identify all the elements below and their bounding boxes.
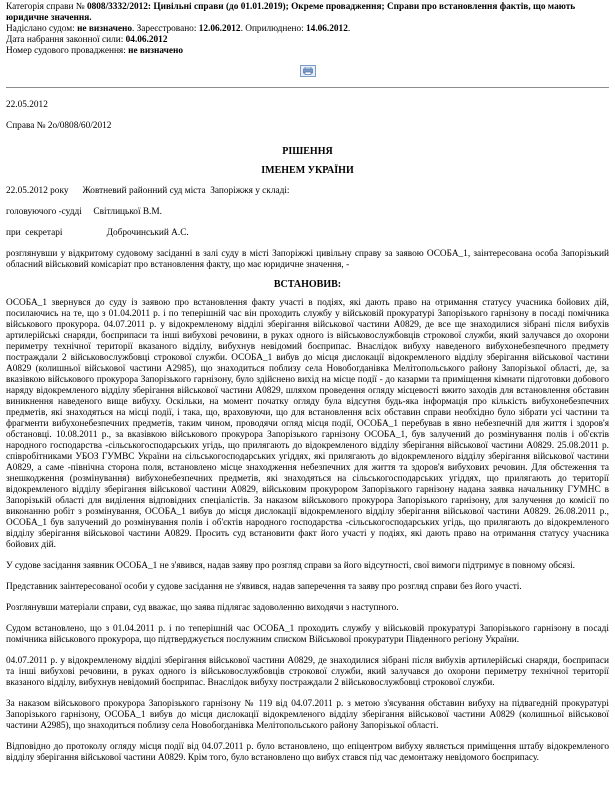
registration-line: Надіслано судом: не визначено. Зареєстровано: 12.06.2012. Оприлюднено: 14.06.2012. xyxy=(6,24,351,34)
effective-date-line: Дата набрання законної сили: 04.06.2012 xyxy=(6,35,168,45)
paragraph-1: ОСОБА_1 звернувся до суду із заявою про встановлення факту участі в подіях, які дають право на отримання статусу учасника бойових дій, посилаючись на те, що з 01.04.2011 р. і по теперішній час він проходить службу у військовій прокуратурі Запорізького гарнізону в посаді помічника військового прокурора. 04.07.2011 р. у відокремленому відділі зберігання військової частини А0829, де все ще знаходилися зібрані після вибухів артилерійські снаряди, боєприпаси та інші вибухові речовини, в руках одного із військовослужбовців строкової служби, який залучався до охорони периметру технічної території вказаного відділу, вибухнув невідомий боєприпас. Внаслідок вибуху наведеного вибухонебезпечного предмету постраждали 2 військовослужбовці строкової служби. ОСОБА_1 вибув до місця дислокації відокремленого відділу зберігання військової частини А0829 (колишньої військової частини А2985), що знаходиться поблизу села Новобогданівка Мелітопольського району Запорізької області, де, за вказівкою військового прокурора Запорізького гарнізону, було здійснено вихід на місце події - до казарми та приміщення кімнати підготовки добового наряду відокремленого відділу зберігання військової частини А0829, шляхом проведення огляду місцевості вжито заходів для встановлення обставин виникнення наведеного вище вибуху. Оскільки, на момент початку огляду була відсутня будь-яка інформація про кількість вибухонебезпечних предметів, які знаходяться на місці події, і така, що, враховуючи, що для встановлення всіх обставин справи необхідно було зібрати усі частини та фрагменти вибухонебезпечних предметів, таким чином, проводячи огляд місця події, ОСОБА_1 перебував в явно небезпечній для життя і здоров'я обстановці. 10.08.2011 р., за вказівкою військового прокурора Запорізького гарнізону ОСОБА_1, був залучений до розмінування полів і об'єктів народного господарства -сільськогосподарських угідь, що прилягають до відокремленого відділу зберігання військової частини А0829. 25.08.2011 р. співробітниками УБОЗ ГУМВС України на сільськогосподарських угіддях, які прилягають до відокремленого відділу зберігання військової частини А0829, а саме -північна сторона поля, встановлено місце знаходження небезпечних для життя та здоров'я вибухових речовин. Для обстеження та знешкодження (розмінування) вибухонебезпечних предметів, які знаходяться на сільськогосподарських угіддях, що прилягають до території відокремленого відділу зберігання військової частини А0829, військовим прокурором Запорізького гарнізону надана заявка начальнику ГУМНС в Запорізькій області для виділення відповідних спеціалістів. За наказом військового прокурора Запорізького гарнізону, для залучення до комісії по виконанню робіт з розмінування, ОСОБА_1 вибув до місця дислокації відокремленого відділу зберігання військової частини А0829. 26.08.2011 р., ОСОБА_1 був залучений до розмінування полів і об'єктів народного господарства -сільськогосподарських угідь, що прилягають до відокремленого відділу зберігання військової частини А0829. Просить суд встановити факт його участі у подіях, які дають право на отримання статусу учасника бойових дій. xyxy=(6,298,609,551)
case-category-value: 0808/3332/2012: Цивільні справи (до 01.01.2019); Окреме провадження; Справи про встановлення фактів, що мають юридичне значення. xyxy=(6,2,576,23)
document-subtitle: ІМЕНЕМ УКРАЇНИ xyxy=(261,165,354,177)
paragraph-5: Судом встановлено, що з 01.04.2011 р. і по теперішній час ОСОБА_1 проходить службу у військовій прокуратурі Запорізького гарнізону в посаді помічника військового прокурора, що підтверджується послужним списком Військової прокуратури Південного регіону України. xyxy=(6,624,609,646)
secretary-line: при секретарі Доброчинський А.С. xyxy=(6,228,189,239)
case-number: Справа № 2о/0808/60/2012 xyxy=(6,121,112,132)
document-title: РІШЕННЯ xyxy=(282,146,333,158)
print-icon xyxy=(303,67,313,75)
print-row xyxy=(6,65,609,77)
court-line: 22.05.2012 року Жовтневий районний суд міста Запоріжжя у складі: xyxy=(6,186,290,197)
paragraph-8: Відповідно до протоколу огляду місця події від 04.07.2011 р. було встановлено, що епіцентром вибуху являється приміщення штабу відокремленого відділу зберігання військової частини А0829. Крім того, було встановлено що вибух стався під час демонтажу невідомого боєприпасу. xyxy=(6,742,609,764)
paragraph-7: За наказом військового прокурора Запорізького гарнізону № 119 від 04.07.2011 р. з метою з'ясування обставин вибуху на підвагедній прокуратурі Запорізького гарнізону, ОСОБА_1 вибув до місця дислокації відокремленого відділу зберігання військової частини А0829 (колишньої військової частини А2985), що знаходиться поблизу села Новобогданівка Мелітопольського району Запорізької області. xyxy=(6,699,609,732)
divider xyxy=(6,87,609,88)
paragraph-6: 04.07.2011 р. у відокремленому відділі зберігання військової частини А0829, де знаходилися зібрані після вибухів артилерійські снаряди, боєприпаси та інші вибухові речовини, в руках одного із військовослужбовців строкової служби, який залучався до охорони периметру технічної території вказаного відділу, вибухнув невідомий боєприпас. Внаслідок вибуху постраждали 2 військовослужбовці строкової служби. xyxy=(6,656,609,689)
case-metadata xyxy=(6,2,609,57)
print-button[interactable] xyxy=(300,65,316,77)
established-heading: ВСТАНОВИВ: xyxy=(273,279,342,291)
judge-line: головуючого -судді Світлицької В.М. xyxy=(6,207,162,218)
paragraph-2: У судове засідання заявник ОСОБА_1 не з'явився, надав заяву про розгляд справи за його відсутності, свої вимоги підтримує в повному обсязі. xyxy=(6,561,575,572)
paragraph-4: Розглянувши матеріали справи, суд вважає, що заява підлягає задоволенню виходячи з наступного. xyxy=(6,603,399,614)
proceeding-number-line: Номер судового провадження: не визначено xyxy=(6,46,184,56)
case-category-line: Категорія справи № 0808/3332/2012: Цивільні справи (до 01.01.2019); Окреме провадження; Справи про встановлення фактів, що мають юридичне значення. xyxy=(6,2,576,23)
intro-paragraph: розглянувши у відкритому судовому засіданні в залі суду в місті Запоріжжі цивільну справу за заявою ОСОБА_1, заінтересована особа Запорізький обласний військовий комісаріат про встановлення факту, що має юридичне значення, - xyxy=(6,249,609,271)
paragraph-3: Представник заінтересованої особи у судове засідання не з'явився, надав заперечення та заяву про розгляд справи без його участі. xyxy=(6,582,522,593)
document-page xyxy=(6,2,609,764)
document-date: 22.05.2012 xyxy=(6,100,48,111)
